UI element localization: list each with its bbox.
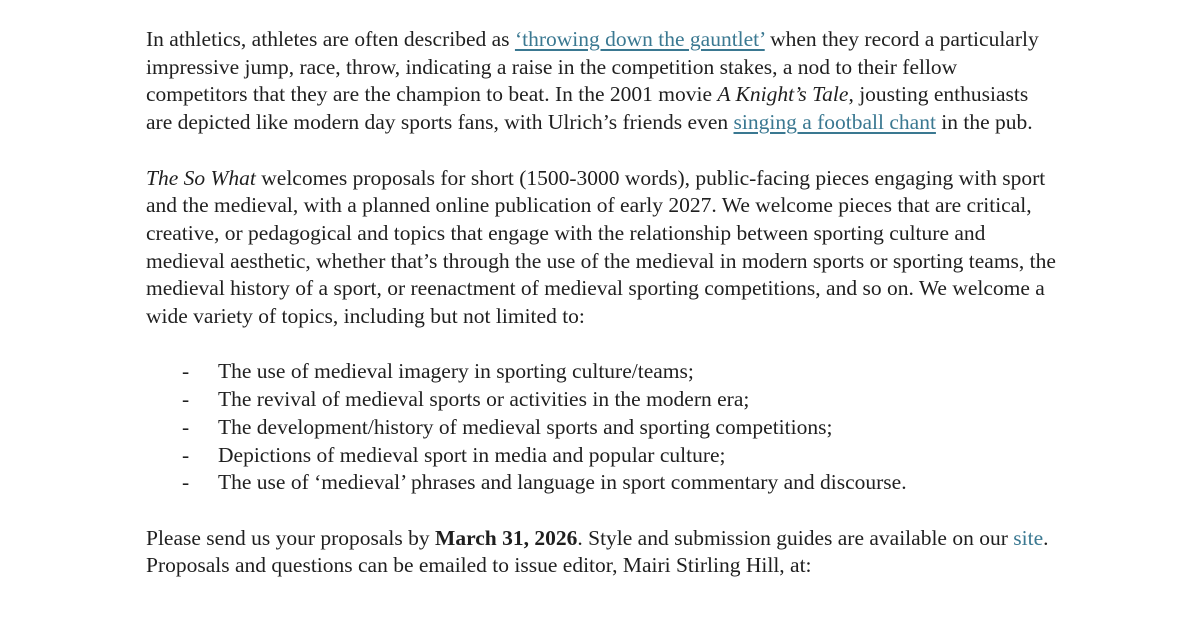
document-body xyxy=(146,26,1058,608)
intro-text-2: when they record a particularly impressive jump, race, throw, indicating a raise in the competition stakes, a nod to their fellow competitors that they are the champion to beat. In the 2001 movie xyxy=(146,27,1039,107)
list-item-text: Depictions of medieval sport in media and popular culture; xyxy=(218,442,726,467)
dash-marker: - xyxy=(182,414,190,439)
dash-marker: - xyxy=(182,470,190,495)
list-item-text: The use of medieval imagery in sporting culture/teams; xyxy=(218,359,694,384)
list-item xyxy=(146,414,1058,442)
film-title: A Knight’s Tale xyxy=(717,82,849,107)
topics-list xyxy=(146,358,1058,497)
list-item xyxy=(146,386,1058,414)
deadline-date: March 31, 2026 xyxy=(435,525,578,550)
dash-marker: - xyxy=(182,387,190,412)
intro-text-1: In athletics, athletes are often described as xyxy=(146,27,515,51)
intro-text-4: in the pub. xyxy=(935,110,1033,135)
journal-name: The So What xyxy=(146,165,256,190)
singing-a-football-chant-link[interactable]: singing a football chant xyxy=(733,110,936,135)
list-item-text: The development/history of medieval sports and sporting competitions; xyxy=(218,414,833,439)
list-item xyxy=(146,469,1058,497)
call-for-proposals-paragraph xyxy=(146,165,1058,331)
list-item-text: The use of ‘medieval’ phrases and language in sport commentary and discourse. xyxy=(218,470,907,495)
dash-marker: - xyxy=(182,442,190,467)
intro-text-3: , jousting enthusiasts are depicted like modern day sports fans, with Ulrich’s friends even xyxy=(146,82,1029,135)
submission-text-1: Please send us your proposals by xyxy=(146,525,436,550)
list-item-text: The revival of medieval sports or activities in the modern era; xyxy=(218,387,750,412)
site-link[interactable]: site xyxy=(1013,525,1044,550)
throwing-down-the-gauntlet-link[interactable]: ‘throwing down the gauntlet’ xyxy=(514,27,765,51)
list-item xyxy=(146,358,1058,386)
submission-text-3: . Proposals and questions can be emailed to issue editor, Mairi Stirling Hill, at: xyxy=(146,525,1049,578)
intro-paragraph xyxy=(146,26,1058,137)
list-item xyxy=(146,442,1058,470)
submission-paragraph xyxy=(146,525,1058,580)
submission-text-2: . Style and submission guides are available on our xyxy=(577,525,1014,550)
dash-marker: - xyxy=(182,359,190,384)
call-for-proposals-text: welcomes proposals for short (1500-3000 words), public-facing pieces engaging with sport and the medieval, with a planned online publication of early 2027. We welcome pieces that are critical, creative, or pedagogical and topics that engage with the relationship between sporting culture and medieval aesthetic, whether that’s through the use of the medieval in modern sports or sporting teams, the medieval history of a sport, or reenactment of medieval sporting competitions, and so on. We welcome a wide variety of topics, including but not limited to: xyxy=(146,165,1056,329)
